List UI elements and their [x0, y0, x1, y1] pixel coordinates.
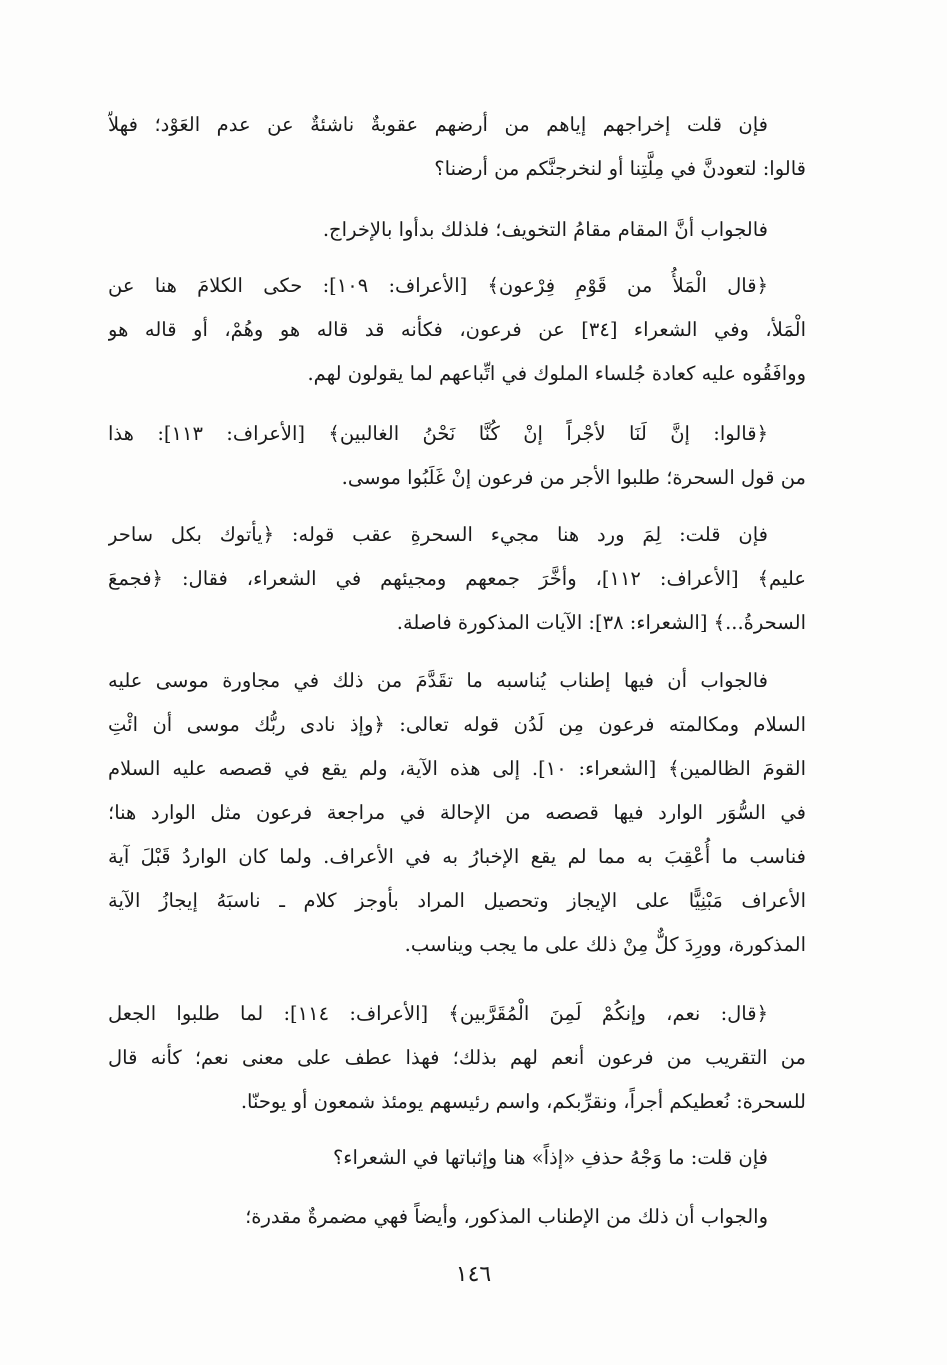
text-line: ﴿قال الْمَلأُ من قَوْمِ فِرْعون﴾ [الأعراف: ١٠٩]: حكى الكلامَ هنا عن — [108, 274, 768, 297]
text-line: فالجواب أنَّ المقام مقامُ التخويف؛ فلذلك بدأوا بالإخراج. — [322, 218, 768, 241]
text-line: ووافَقُوه عليه كعادة جُلساء الملوك في اتِّباعهم لما يقولون لهم. — [307, 362, 806, 385]
text-line: عليم﴾ [الأعراف: ١١٢]، وأخَّرَ جمعهم ومجيئهم في الشعراء، فقال: ﴿فجمعَ — [108, 567, 806, 590]
paragraph-6 — [108, 659, 806, 967]
text-line: من قول السحرة؛ طلبوا الأجر من فرعون إنْ غَلَبُوا موسى. — [341, 466, 806, 489]
paragraph-4 — [108, 412, 806, 500]
paragraph-7 — [108, 992, 806, 1124]
text-line: السحرةُ...﴾ [الشعراء: ٣٨]: الآيات المذكورة فاصلة. — [396, 611, 806, 634]
text-line: والجواب أن ذلك من الإطناب المذكور، وأيضاً فهي مضمرةٌ مقدرة؛ — [245, 1205, 768, 1228]
paragraph-8 — [108, 1136, 806, 1180]
text-line: من التقريب من فرعون أنعم لهم بذلك؛ فهذا عطف على معنى نعم؛ كأنه قال — [108, 1046, 806, 1069]
page-number: ١٤٦ — [455, 1262, 492, 1287]
text-line: الْمَلأ، وفي الشعراء [٣٤] عن فرعون، فكأنه قد قاله هو وهُمْ، أو قاله هو — [108, 318, 806, 341]
text-line: للسحرة: نُعطيكم أجراً، ونقرِّبكم، واسم رئيسهم يومئذ شمعون أو يوحنّا. — [240, 1090, 806, 1113]
paragraph-3 — [108, 264, 806, 396]
text-line: السلام ومكالمته فرعون مِن لَدُن قوله تعالى: ﴿وإذ نادى ربُّك موسى أن ائْتِ — [108, 713, 806, 736]
text-line: فإن قلت إخراجهم إياهم من أرضهم عقوبةٌ ناشئةٌ عن عدم العَوْد؛ فهلاّ — [108, 113, 768, 136]
paragraph-1 — [108, 103, 806, 191]
text-line: فإن قلت: لِمَ ورد هنا مجيء السحرةِ عقب قوله: ﴿يأتوك بكل ساحر — [108, 523, 768, 546]
text-line: فالجواب أن فيها إطناب يُناسبه ما تقَدَّمَ من ذلك في مجاورة موسى عليه — [108, 669, 768, 692]
text-line: قالوا: لتعودنَّ في مِلَّتِنا أو لنخرجنَّكم من أرضنا؟ — [434, 157, 806, 180]
text-line: القومَ الظالمين﴾ [الشعراء: ١٠]. إلى هذه الآية، ولم يقع في قصصه عليه السلام — [108, 757, 806, 780]
text-line: ﴿قال: نعم، وإنكُمْ لَمِنَ الْمُقَرَّبين﴾ [الأعراف: ١١٤]: لما طلبوا الجعل — [108, 1002, 768, 1025]
text-line: الأعراف مَبْنِيًّا على الإيجاز وتحصيل المراد بأوجز كلام ـ ناسبَهُ إيجازُ الآية — [108, 889, 806, 912]
text-line: فناسب ما أُعْقِبَ به مما لم يقع الإخبارُ به في الأعراف. ولما كان الواردُ قَبْلَ آية — [108, 845, 806, 868]
paragraph-5 — [108, 513, 806, 645]
paragraph-9 — [108, 1195, 806, 1239]
text-line: ﴿قالوا: إنَّ لَنَا لأجْراً إنْ كُنَّا نَحْنُ الغالبين﴾ [الأعراف: ١١٣]: هذا — [108, 422, 768, 445]
paragraph-2 — [108, 208, 806, 252]
text-line: في السُّوَر الوارد فيها قصصه من الإحالة في مراجعة فرعون مثل الوارد هنا؛ — [108, 801, 806, 824]
text-line: المذكورة، وورِدَ كلٌّ مِنْ ذلك على ما يجب ويناسب. — [404, 933, 806, 956]
text-line: فإن قلت: ما وَجْهُ حذفِ «إذاً» هنا وإثباتها في الشعراء؟ — [332, 1146, 768, 1169]
